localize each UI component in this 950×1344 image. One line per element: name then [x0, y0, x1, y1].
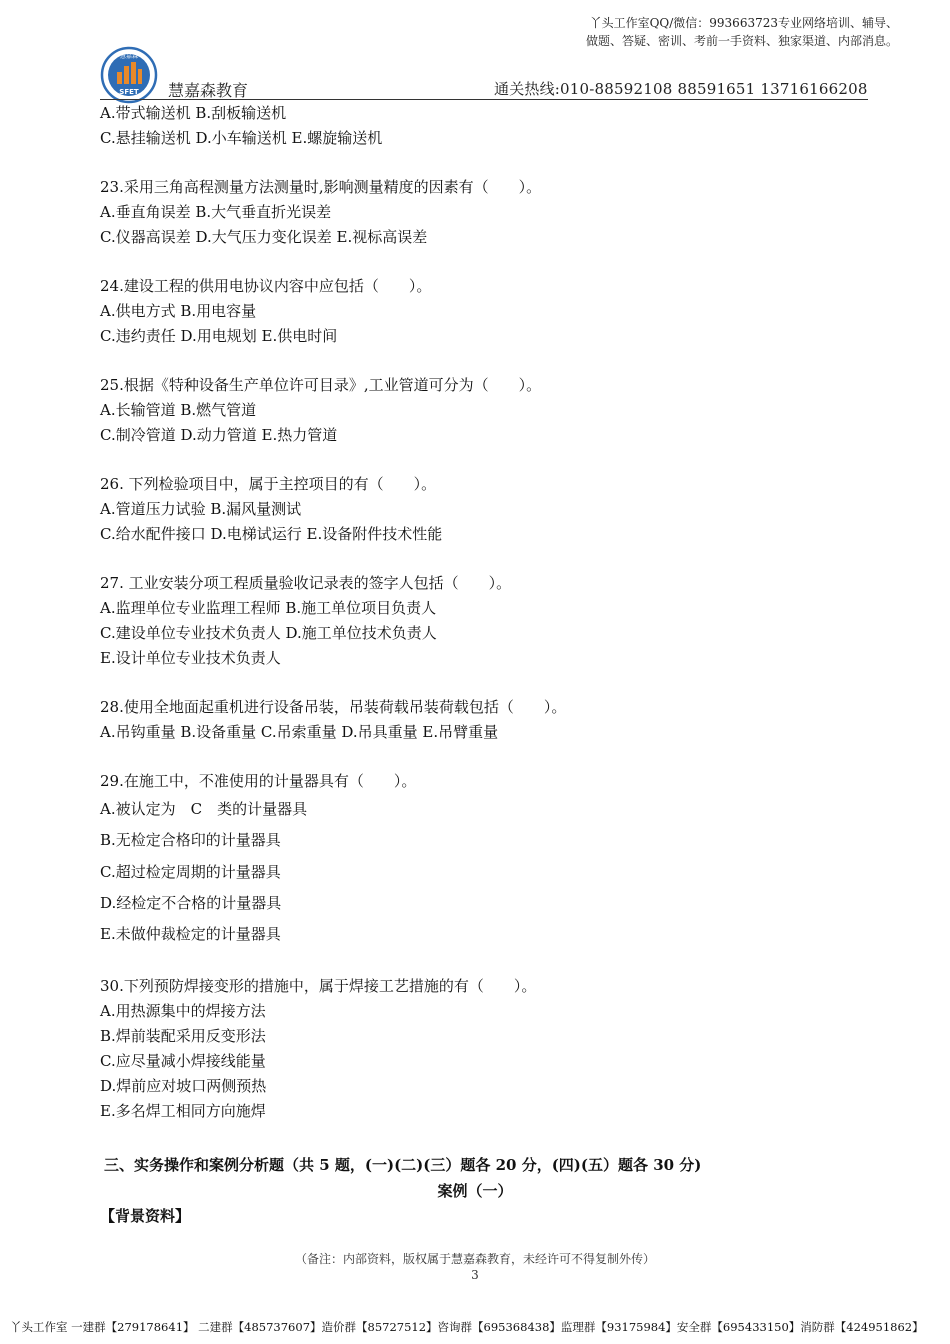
text-line: C.给水配件接口 D.电梯试运行 E.设备附件技术性能 — [100, 525, 443, 543]
section-title: 三、实务操作和案例分析题（共 5 题，(一)(二)(三）题各 20 分，(四)(五）题各 30 分) — [104, 1156, 702, 1174]
spacer — [100, 671, 870, 695]
q30-option: B.焊前装配采用反变形法 — [100, 1027, 266, 1046]
header-promo-note — [586, 14, 898, 50]
text-line: A.吊钩重量 B.设备重量 C.吊索重量 D.吊具重量 E.吊臂重量 — [100, 723, 499, 741]
q30-option: A.用热源集中的焊接方法 — [100, 1002, 266, 1021]
q29-option: D.经检定不合格的计量器具 — [100, 893, 282, 912]
header-divider — [100, 99, 868, 100]
q29-option: A.被认定为 C 类的计量器具 — [100, 800, 308, 818]
footer-note: （备注：内部资料，版权属于慧嘉森教育，未经许可不得复制外传） — [294, 1252, 655, 1266]
spacer — [100, 448, 870, 472]
spacer — [100, 950, 870, 974]
text-line: A.管道压力试验 B.漏风量测试 — [100, 500, 302, 518]
groups-bar: 丫头工作室 一建群【279178641】 二建群【485737607】造价群【85727512】咨询群【695368438】监理群【93175984】安全群【695433150】消防群【424951862】 — [10, 1320, 924, 1334]
text-line: A.垂直角误差 B.大气垂直折光误差 — [100, 203, 332, 221]
text-line: 23.采用三角高程测量方法测量时,影响测量精度的因素有（ ）。 — [100, 178, 542, 196]
text-line: A.供电方式 B.用电容量 — [100, 302, 257, 320]
text-line: 27. 工业安装分项工程质量验收记录表的签字人包括（ ）。 — [100, 574, 512, 592]
promo-line-2: 做题、答疑、密训、考前一手资料、独家渠道、内部消息。 — [585, 34, 898, 48]
q29-options — [100, 794, 870, 950]
q29-option: B.无检定合格印的计量器具 — [100, 831, 281, 850]
text-line: A.带式输送机 B.刮板输送机 — [100, 104, 287, 122]
q30-block — [100, 974, 870, 1124]
question-lines — [100, 101, 870, 794]
text-line: A.监理单位专业监理工程师 B.施工单位项目负责人 — [100, 599, 437, 617]
hotline: 通关热线:010-88592108 88591651 13716166208 — [494, 80, 868, 98]
text-line: 29.在施工中，不准使用的计量器具有（ ）。 — [100, 772, 417, 790]
text-line: 25.根据《特种设备生产单位许可目录》,工业管道可分为（ ）。 — [100, 376, 542, 394]
text-line: C.建设单位专业技术负责人 D.施工单位技术负责人 — [100, 624, 437, 642]
text-line: 28.使用全地面起重机进行设备吊装，吊装荷载吊装荷载包括（ ）。 — [100, 698, 567, 716]
q29-option: C.超过检定周期的计量器具 — [100, 862, 281, 881]
text-line: C.仪器高误差 D.大气压力变化误差 E.视标高误差 — [100, 228, 428, 246]
text-line: A.长输管道 B.燃气管道 — [100, 401, 257, 419]
q30-option: E.多名焊工相同方向施焊 — [100, 1102, 266, 1121]
logo-text-bottom: SFET — [119, 88, 139, 96]
spacer — [100, 547, 870, 571]
page-number: 3 — [471, 1268, 479, 1282]
q30-option: C.应尽量减小焊接线能量 — [100, 1052, 266, 1071]
spacer — [100, 250, 870, 274]
sfet-logo-icon — [100, 46, 158, 104]
logo-text-top: 慧嘉森 — [119, 53, 139, 60]
spacer — [100, 349, 870, 373]
text-line: 24.建设工程的供用电协议内容中应包括（ ）。 — [100, 277, 432, 295]
text-line: C.违约责任 D.用电规划 E.供电时间 — [100, 327, 338, 345]
spacer — [100, 151, 870, 175]
text-line: E.设计单位专业技术负责人 — [100, 649, 281, 667]
question-content — [100, 101, 870, 1124]
text-line: C.制冷管道 D.动力管道 E.热力管道 — [100, 426, 338, 444]
q30-stem: 30.下列预防焊接变形的措施中，属于焊接工艺措施的有（ ）。 — [100, 977, 537, 996]
promo-line-1: 丫头工作室QQ/微信：993663723专业网络培训、辅导、 — [589, 16, 898, 30]
q30-option: D.焊前应对坡口两侧预热 — [100, 1077, 267, 1096]
text-line: 26. 下列检验项目中，属于主控项目的有（ ）。 — [100, 475, 437, 493]
q29-option: E.未做仲裁检定的计量器具 — [100, 925, 281, 944]
background-label: 【背景资料】 — [100, 1207, 191, 1225]
case-title: 案例（一） — [437, 1182, 513, 1200]
brand-name: 慧嘉森教育 — [168, 81, 249, 100]
spacer — [100, 745, 870, 769]
text-line: C.悬挂输送机 D.小车输送机 E.螺旋输送机 — [100, 129, 383, 147]
